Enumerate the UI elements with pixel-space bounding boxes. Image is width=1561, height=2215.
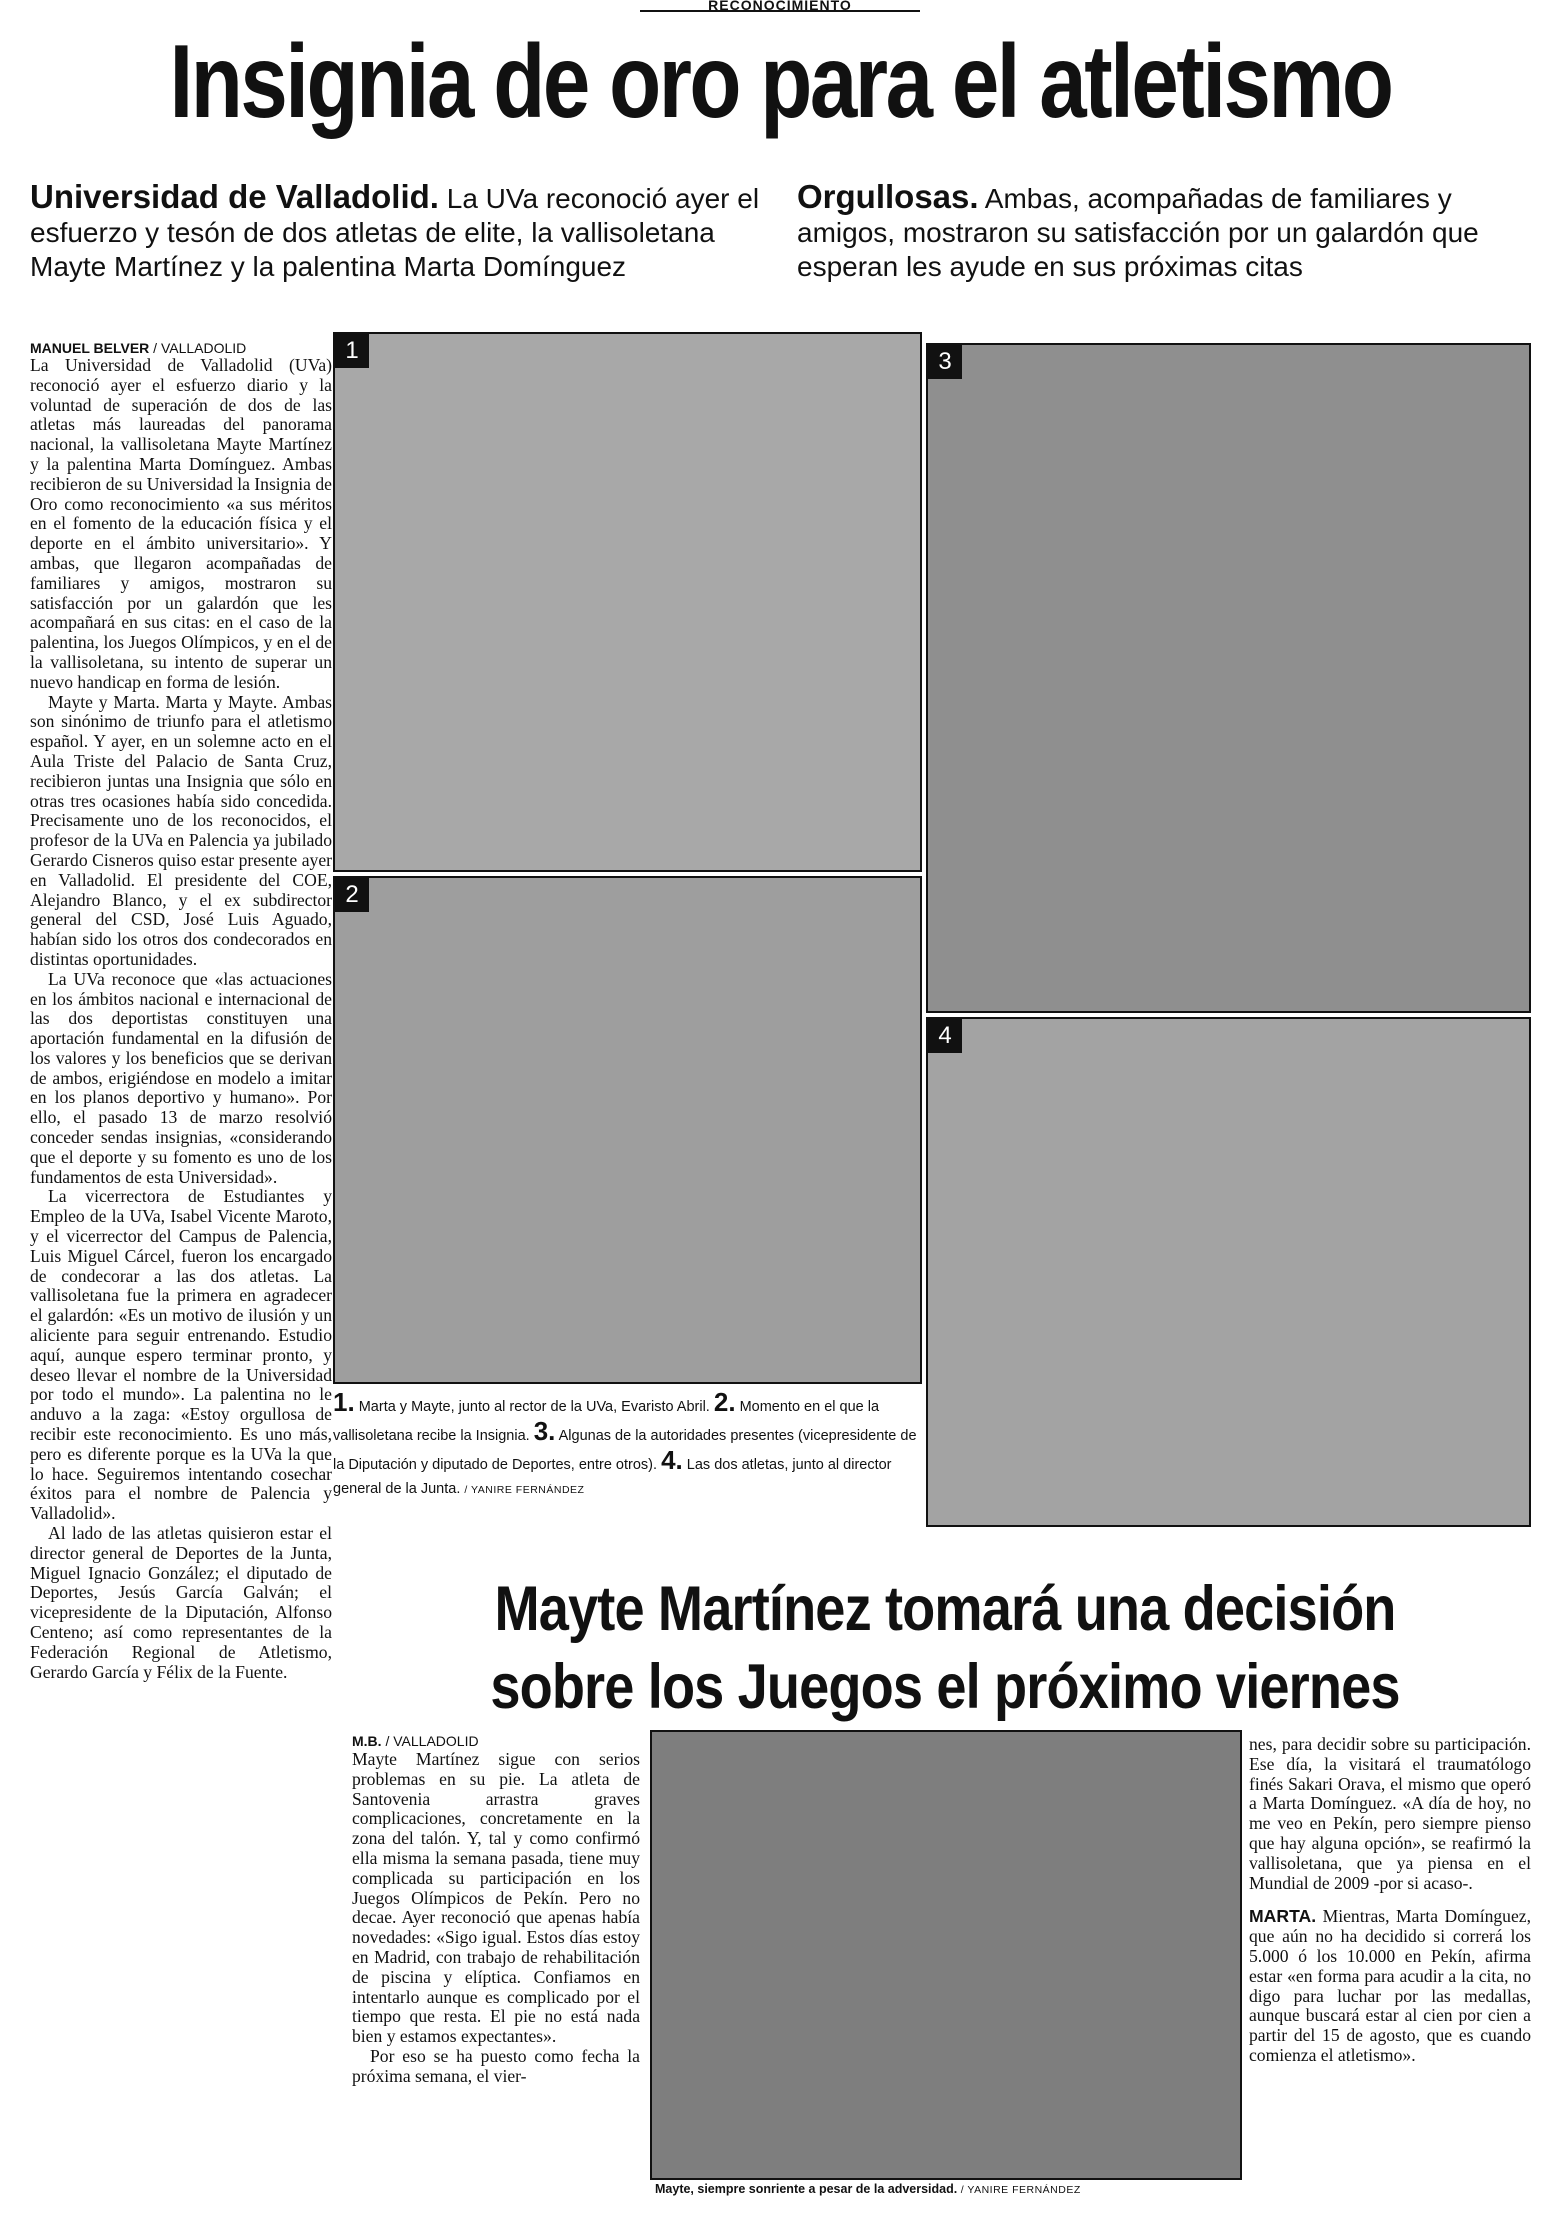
second-headline: Mayte Martínez tomará una decisión sobre los Juegos el próximo viernes [490, 1574, 1400, 1722]
deck-left-text: La UVa reconoció ayer el esfuerzo y tesón de dos atletas de elite, la vallisoletana Mayte Martínez y la palentina Marta Domínguez [30, 183, 760, 282]
mayte-caption-text: Mayte, siempre sonriente a pesar de la adversidad. [655, 2182, 958, 2196]
main-byline-author: MANUEL BELVER [30, 340, 150, 356]
photo-3 [926, 343, 1531, 1013]
photo-4-number: 4 [928, 1019, 962, 1053]
caption-text-2: Momento en el que la vallisoletana recibe la Insignia. [333, 1399, 880, 1444]
photo-2 [333, 876, 922, 1384]
main-article-body [30, 356, 332, 2186]
second-byline-place: VALLADOLID [393, 1733, 479, 1749]
mayte-photo [650, 1730, 1242, 2180]
photo-1-number: 1 [335, 334, 369, 368]
caption-num-2: 2. [713, 1387, 736, 1417]
section-tag: RECONOCIMIENTO [640, 0, 920, 12]
second-col2-text-b: Mientras, Marta Domínguez, que aún no ha decidido si correrá los 5.000 ó los 10.000 en Pekín, afirma estar «en forma para acudir a la cita, no digo para luchar por las medallas, aunque buscará estar al cien por cien a partir del 15 de agosto, que es cuando comienza el atletismo». [1249, 1906, 1531, 2065]
main-headline: Insignia de oro para el atletismo [169, 24, 1392, 140]
main-paragraph: La UVa reconoce que «las actuaciones en los ámbitos nacional e internacional de las dos deportistas constituyen una aportación fundamental en la difusión de los valores y los beneficios que se derivan de ambos, erigiéndose en modelo a imitar en los planos deportivo y humano». Por ello, el pasado 13 de marzo resolvió conceder sendas insignias, «considerando que el deporte y su fomento es uno de los fundamentos de esta Universidad». [30, 968, 332, 1187]
mayte-photo-caption [655, 2181, 1245, 2199]
main-paragraph: La vicerrectora de Estudiantes y Empleo de la UVa, Isabel Vicente Maroto, y el vicerrector del Campus de Palencia, Luis Miguel Cárcel, fueron los encargado de condecorar a las dos atletas. La vallisoletana fue la primera en agradecer el galardón: «Es un motivo de ilusión y un aliciente para seguir entrenando. Estudio aquí, aunque espero terminar pronto, y deseo llevar el nombre de la Universidad por todo el mundo». La palentina no le anduvo a la zaga: «Estoy orgullosa de recibir este reconocimiento. Es uno más, pero es diferente porque es la UVa la que lo hace. Seguiremos intentando cosechar éxitos para el nombre de Palencia y Valladolid». [30, 1186, 332, 1524]
second-col2-paragraph [1249, 1907, 1531, 2065]
second-article-col2 [1249, 1735, 1531, 2195]
second-col2-text: nes, para decidir sobre su participación. Ese día, la visitará el traumatólogo finés Sakari Orava, el mismo que operó a Marta Domínguez. «A día de hoy, no me veo en Pekín, pero siempre pienso que hay alguna opción», se reafirmó la vallisoletana, que ya piensa en el Mundial de 2009 -por si acaso-. [1249, 1735, 1531, 1893]
main-paragraph: La Universidad de Valladolid (UVa) reconoció ayer el esfuerzo diario y la voluntad de superación de dos de las atletas más laureadas del panorama nacional, la vallisoletana Mayte Martínez y la palentina Marta Domínguez. Ambas recibieron de su Universidad la Insignia de Oro como reconocimiento «a sus méritos en el fomento de la educación física y el deporte en el ámbito universitario». Y ambas, que llegaron acompañadas de familiares y amigos, mostraron su satisfacción por un galardón que les acompañará en sus citas: en el caso de la palentina, los Juegos Olímpicos, y en el de la vallisoletana, su intento de superar un nuevo handicap en forma de lesión. [30, 356, 332, 692]
second-paragraph: Mayte Martínez sigue con serios problemas en su pie. La atleta de Santovenia arrastra graves complicaciones, concretamente en la zona del talón. Y, tal y como confirmó ella misma la semana pasada, tiene muy complicada su participación en los Juegos Olímpicos de Pekín. Pero no decae. Ayer reconoció que apenas había novedades: «Sigo igual. Estos días estoy en Madrid, con trabajo de rehabilitación de piscina y elíptica. Confiamos en intentarlo aunque es complicado por el tiempo que resta. El pie no está nada bien y estamos expectantes». [352, 1750, 640, 2047]
deck-right [797, 180, 1532, 310]
caption-text-4: Las dos atletas, junto al director general de la Junta. [333, 1457, 892, 1497]
second-article-col1 [352, 1750, 640, 2195]
second-byline-author: M.B. [352, 1733, 382, 1749]
photo-2-number: 2 [335, 878, 369, 912]
caption-credit: / YANIRE FERNÁNDEZ [464, 1484, 585, 1496]
caption-num-4: 4. [661, 1445, 683, 1475]
photo-1 [333, 332, 922, 872]
second-paragraph: Por eso se ha puesto como fecha la próxima semana, el vier- [352, 2045, 640, 2086]
caption-num-3: 3. [533, 1416, 556, 1446]
photo-4 [926, 1017, 1531, 1527]
caption-text-3: Algunas de la autoridades presentes (vicepresidente de la Diputación y diputado de Deportes, entre otros). [333, 1428, 917, 1473]
photo-captions [333, 1387, 922, 1526]
main-paragraph: Al lado de las atletas quisieron estar el director general de Deportes de la Junta, Miguel Ignacio González; el diputado de Deportes, Jesús García Galván; el vicepresidente de la Diputación, Alfonso Centeno; así como representantes de la Federación Regional de Atletismo, Gerardo García y Félix de la Fuente. [30, 1523, 332, 1682]
main-byline: MANUEL BELVER / VALLADOLID [30, 340, 247, 356]
second-byline: M.B. / VALLADOLID [352, 1733, 479, 1749]
caption-num-1: 1. [333, 1387, 355, 1417]
deck-left-lead: Universidad de Valladolid. [30, 178, 439, 215]
caption-text-1: Marta y Mayte, junto al rector de la UVa, Evaristo Abril. [358, 1399, 710, 1415]
main-byline-place: VALLADOLID [160, 340, 247, 356]
deck-left [30, 180, 780, 310]
mayte-caption-credit: / YANIRE FERNÁNDEZ [960, 2184, 1081, 2196]
photo-3-number: 3 [928, 345, 962, 379]
marta-subhead: MARTA. [1249, 1906, 1317, 1927]
main-paragraph: Mayte y Marta. Marta y Mayte. Ambas son sinónimo de triunfo para el atletismo español. Y ayer, en un solemne acto en el Aula Triste del Palacio de Santa Cruz, recibieron juntas una Insignia que sólo en otras tres ocasiones había sido concedida. Precisamente uno de los reconocidos, el profesor de la UVa en Palencia ya jubilado Gerardo Cisneros quiso estar presente ayer en Valladolid. El presidente del COE, Alejandro Blanco, y el ex subdirector general del CSD, José Luis Aguado, habían sido los otros dos condecorados en distintas oportunidades. [30, 691, 332, 969]
deck-right-text: Ambas, acompañadas de familiares y amigos, mostraron su satisfacción por un galardón que esperan les ayude en sus próximas citas [797, 183, 1479, 282]
deck-right-lead: Orgullosas. [797, 178, 979, 215]
